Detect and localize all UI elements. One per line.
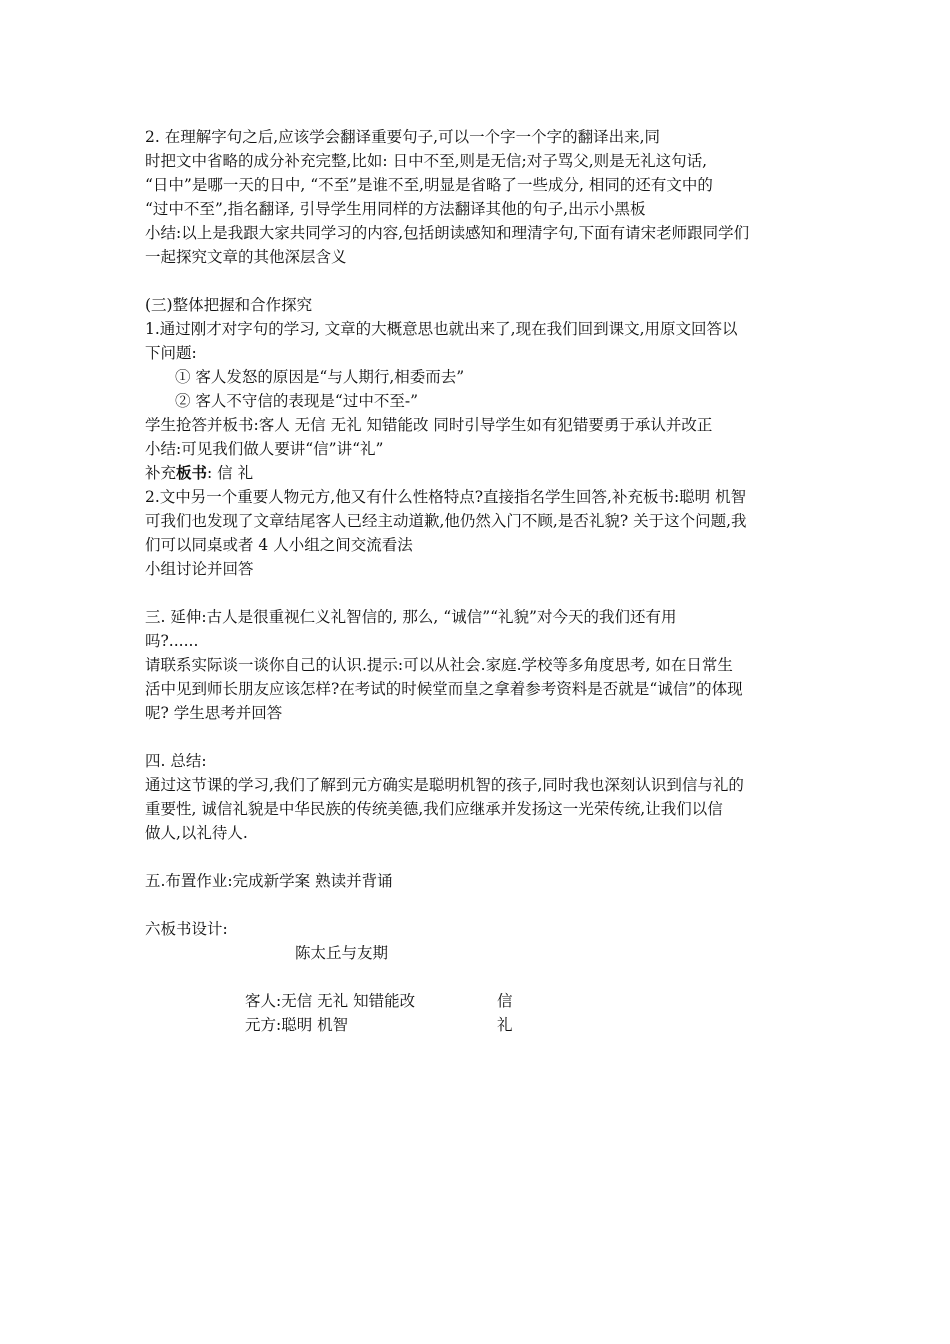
- supplement-bold: 板书: [176, 463, 208, 482]
- section2-line4: “过中不至”,指名翻译, 引导学生用同样的方法翻译其他的句子,出示小黑板: [145, 200, 646, 218]
- board-row-guest-right: 信: [497, 992, 513, 1010]
- section3-summary: 小结:可见我们做人要讲“信”讲“礼”: [145, 440, 384, 458]
- section3-item1: ① 客人发怒的原因是“与人期行,相委而去”: [175, 368, 465, 386]
- section2-line1: 2. 在理解字句之后,应该学会翻译重要句子,可以一个字一个字的翻译出来,同: [145, 128, 660, 146]
- conclusion-line1: 通过这节课的学习,我们了解到元方确实是聪明机智的孩子,同时我也深刻认识到信与礼的: [145, 776, 744, 794]
- supplement-prefix: 补充: [145, 464, 177, 482]
- document-page: [145, 125, 810, 1037]
- section3-q1-line2: 下问题:: [145, 344, 197, 362]
- conclusion-line2: 重要性, 诚信礼貌是中华民族的传统美德,我们应继承并发扬这一光荣传统,让我们以信: [145, 800, 723, 818]
- spacer: [145, 845, 810, 869]
- section3-answer: 学生抢答并板书:客人 无信 无礼 知错能改 同时引导学生如有犯错要勇于承认并改正: [145, 416, 713, 434]
- spacer: [145, 725, 810, 749]
- homework-line: 五.布置作业:完成新学案 熟读并背诵: [145, 872, 393, 890]
- section2-line3: “日中”是哪一天的日中, “不至”是谁不至,明显是省略了一些成分, 相同的还有文中的: [145, 176, 713, 194]
- section3-q1-line1: 1.通过刚才对字句的学习, 文章的大概意思也就出来了,现在我们回到课文,用原文回答以: [145, 320, 738, 338]
- board-row-guest: [145, 989, 810, 1013]
- supplement-suffix: : 信 礼: [207, 464, 254, 482]
- board-row-yuanfang: [145, 1013, 810, 1037]
- section3-heading: (三)整体把握和合作探究: [145, 296, 313, 314]
- board-row-yuanfang-right: 礼: [497, 1016, 513, 1034]
- section3-item2: ② 客人不守信的表现是“过中不至-”: [175, 392, 419, 410]
- spacer: [145, 893, 810, 917]
- section3-supplement: [145, 461, 810, 485]
- spacer: [145, 965, 810, 989]
- section3-q2-line4: 小组讨论并回答: [145, 560, 254, 578]
- section3-q2-line2: 可我们也发现了文章结尾客人已经主动道歉,他仍然入门不顾,是否礼貌? 关于这个问题,我: [145, 512, 747, 530]
- section2-line2: 时把文中省略的成分补充完整,比如: 日中不至,则是无信;对子骂父,则是无礼这句话,: [145, 152, 708, 170]
- board-title: 陈太丘与友期: [295, 944, 389, 962]
- board-heading: 六板书设计:: [145, 920, 228, 938]
- conclusion-heading: 四. 总结:: [145, 752, 207, 770]
- board-row-guest-left: 客人:无信 无礼 知错能改: [245, 992, 416, 1010]
- extension-line5: 呢? 学生思考并回答: [145, 704, 283, 722]
- section2-summary2: 一起探究文章的其他深层含义: [145, 248, 347, 266]
- extension-line3: 请联系实际谈一谈你自己的认识.提示:可以从社会.家庭.学校等多角度思考, 如在日常生: [145, 656, 733, 674]
- section3-q2-line1: 2.文中另一个重要人物元方,他又有什么性格特点?直接指名学生回答,补充板书:聪明 机智: [145, 488, 747, 506]
- board-row-yuanfang-left: 元方:聪明 机智: [245, 1016, 349, 1034]
- section3-q2-line3: 们可以同桌或者 4 人小组之间交流看法: [145, 536, 413, 554]
- conclusion-line3: 做人,以礼待人.: [145, 824, 248, 842]
- section2-summary1: 小结:以上是我跟大家共同学习的内容,包括朗读感知和理清字句,下面有请宋老师跟同学们: [145, 224, 750, 242]
- extension-line1: 三. 延伸:古人是很重视仁义礼智信的, 那么, “诚信”“礼貌”对今天的我们还有用: [145, 608, 677, 626]
- extension-line4: 活中见到师长朋友应该怎样?在考试的时候堂而皇之拿着参考资料是否就是“诚信”的体现: [145, 680, 743, 698]
- extension-line2: 吗?......: [145, 632, 199, 650]
- spacer: [145, 269, 810, 293]
- spacer: [145, 581, 810, 605]
